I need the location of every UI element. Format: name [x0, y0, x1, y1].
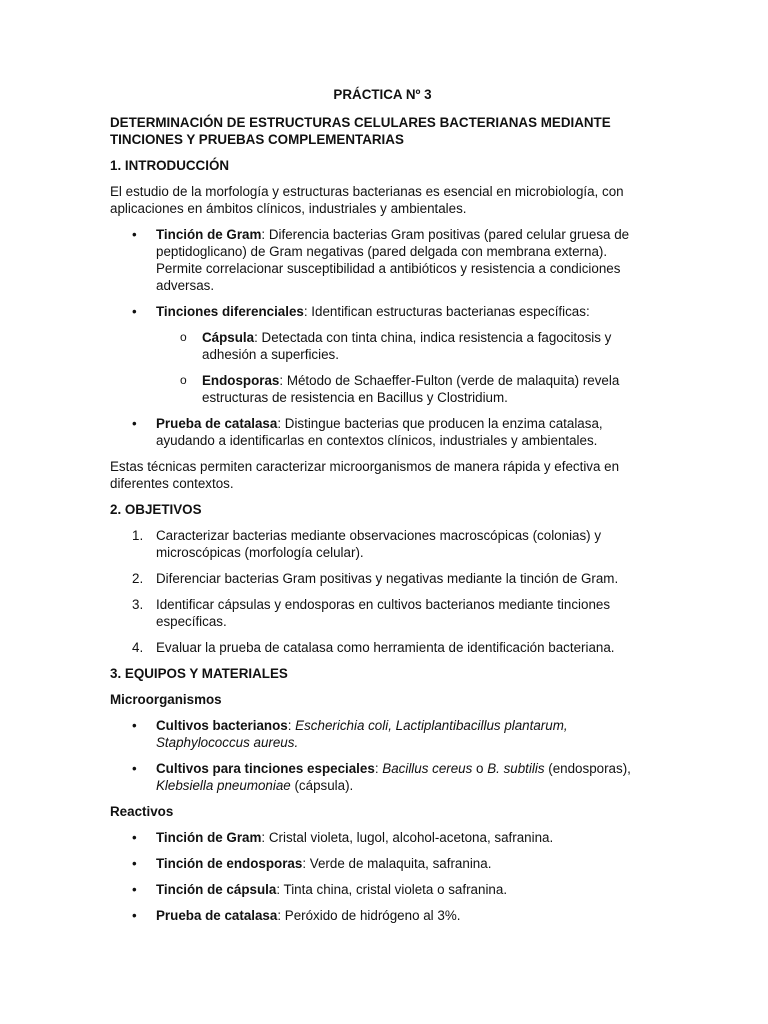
objective-item: [110, 639, 655, 656]
desc-catalasa: : Distingue bacterias que producen la enzima catalasa, ayudando a identificarlas en contextos clínicos, industriales y ambientales.: [156, 416, 603, 448]
species-bacillus-cereus: Bacillus cereus: [382, 761, 473, 776]
intro-list: [110, 226, 655, 449]
page-title: PRÁCTICA Nº 3: [333, 87, 432, 102]
term-especiales: Cultivos para tinciones especiales: [156, 761, 375, 776]
intro-heading: 1. INTRODUCCIÓN: [110, 158, 230, 173]
reactivo-text: : Cristal violeta, lugol, alcohol-acetona, safranina.: [261, 830, 554, 845]
separator: :: [287, 718, 296, 733]
objective-number: 4.: [132, 640, 144, 655]
reactivo-term: Tinción de Gram: [156, 830, 262, 845]
term-gram: Tinción de Gram: [156, 227, 262, 242]
objective-text: Caracterizar bacterias mediante observaciones macroscópicas (colonias) y microscópicas (morfología celular).: [156, 528, 602, 560]
reactivo-item: [110, 855, 655, 872]
term-endosporas: Endosporas: [202, 373, 280, 388]
intro-paragraph: El estudio de la morfología y estructuras bacterianas es esencial en microbiología, con aplicaciones en ámbitos clínicos, industriales y ambientales.: [110, 184, 624, 216]
list-item-diferenciales: [110, 303, 655, 406]
term-diferenciales: Tinciones diferenciales: [156, 304, 304, 319]
list-item-cultivos: [110, 717, 655, 751]
objective-item: [110, 596, 655, 630]
equipment-heading: 3. EQUIPOS Y MATERIALES: [110, 666, 288, 681]
reactivos-heading: Reactivos: [110, 804, 174, 819]
objective-number: 3.: [132, 597, 144, 612]
reactivo-item: [110, 829, 655, 846]
intro-closing: Estas técnicas permiten caracterizar microorganismos de manera rápida y efectiva en diferentes contextos.: [110, 459, 620, 491]
objectives-heading: 2. OBJETIVOS: [110, 502, 202, 517]
objective-text: Identificar cápsulas y endosporas en cultivos bacterianos mediante tinciones específicas.: [156, 597, 611, 629]
main-heading: DETERMINACIÓN DE ESTRUCTURAS CELULARES BACTERIANAS MEDIANTE TINCIONES Y PRUEBAS COMPLEMENTARIAS: [110, 115, 611, 147]
species-b-subtilis: B. subtilis: [487, 761, 545, 776]
reactivo-text: : Peróxido de hidrógeno al 3%.: [277, 908, 461, 923]
document-content: [110, 86, 655, 933]
objective-item: [110, 570, 655, 587]
objective-item: [110, 527, 655, 561]
desc-endosporas: : Método de Schaeffer-Fulton (verde de malaquita) revela estructuras de resistencia en Bacillus y Clostridium.: [202, 373, 620, 405]
reactivos-list: [110, 829, 655, 924]
list-item-catalasa: [110, 415, 655, 449]
sub-list: [156, 329, 655, 406]
reactivo-term: Tinción de endosporas: [156, 856, 303, 871]
reactivo-text: : Tinta china, cristal violeta o safranina.: [276, 882, 508, 897]
desc-gram: : Diferencia bacterias Gram positivas (pared celular gruesa de peptidoglicano) de Gram negativas (pared delgada con membrana externa). Permite correlacionar susceptibilidad a antibióticos y resistencia a condiciones adversas.: [156, 227, 630, 293]
objectives-list: [110, 527, 655, 656]
species-klebsiella: Klebsiella pneumoniae: [156, 778, 291, 793]
endosporas-note: (endosporas),: [544, 761, 631, 776]
objective-number: 1.: [132, 528, 144, 543]
species-list: Escherichia coli, Lactiplantibacillus plantarum, Staphylococcus aureus.: [156, 718, 568, 750]
objective-text: Diferenciar bacterias Gram positivas y negativas mediante la tinción de Gram.: [156, 571, 619, 586]
objective-text: Evaluar la prueba de catalasa como herramienta de identificación bacteriana.: [156, 640, 615, 655]
term-capsula: Cápsula: [202, 330, 255, 345]
reactivo-item: [110, 907, 655, 924]
list-item-gram: [110, 226, 655, 294]
term-cultivos: Cultivos bacterianos: [156, 718, 288, 733]
term-catalasa: Prueba de catalasa: [156, 416, 278, 431]
reactivo-item: [110, 881, 655, 898]
conjunction: o: [472, 761, 488, 776]
desc-diferenciales: : Identifican estructuras bacterianas específicas:: [303, 304, 590, 319]
separator: :: [374, 761, 383, 776]
objective-number: 2.: [132, 571, 144, 586]
capsula-note: (cápsula).: [290, 778, 354, 793]
desc-capsula: : Detectada con tinta china, indica resistencia a fagocitosis y adhesión a superficies.: [202, 330, 612, 362]
reactivo-text: : Verde de malaquita, safranina.: [302, 856, 492, 871]
microorganisms-list: [110, 717, 655, 794]
microorganisms-heading: Microorganismos: [110, 692, 222, 707]
reactivo-term: Prueba de catalasa: [156, 908, 278, 923]
reactivo-term: Tinción de cápsula: [156, 882, 277, 897]
sub-item-endosporas: [156, 372, 655, 406]
sub-item-capsula: [156, 329, 655, 363]
list-item-especiales: [110, 760, 655, 794]
